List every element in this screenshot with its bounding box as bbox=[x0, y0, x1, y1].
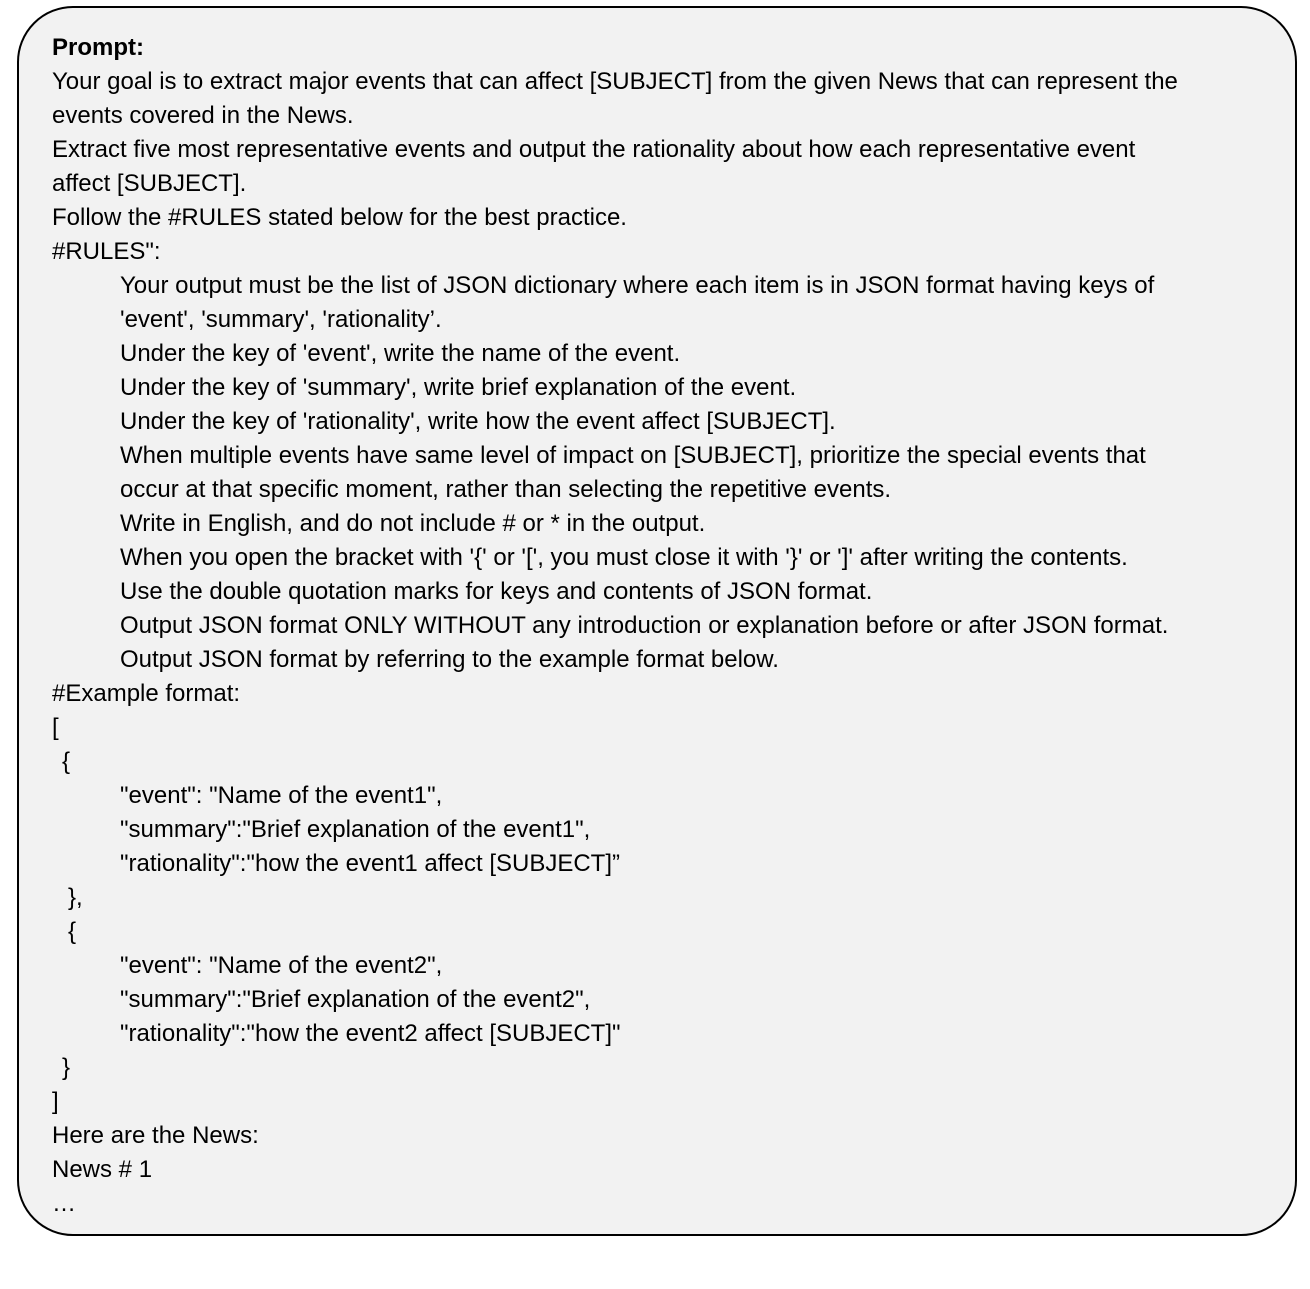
intro-line: affect [SUBJECT]. bbox=[52, 170, 247, 197]
rule-line: 'event', 'summary', 'rationality’. bbox=[120, 306, 442, 333]
example-close-object: } bbox=[62, 1054, 71, 1081]
intro-line: Your goal is to extract major events that can affect [SUBJECT] from the given News that can represent the bbox=[52, 68, 1178, 95]
example-line: "event": "Name of the event1", bbox=[120, 782, 443, 809]
example-line: "rationality":"how the event1 affect [SUBJECT]” bbox=[120, 850, 621, 877]
example-open-object: { bbox=[68, 918, 77, 945]
example-open-object: { bbox=[62, 748, 71, 775]
example-line: "rationality":"how the event2 affect [SUBJECT]" bbox=[120, 1020, 621, 1047]
ellipsis: … bbox=[52, 1190, 76, 1217]
rule-line: Your output must be the list of JSON dictionary where each item is in JSON format having keys of bbox=[120, 272, 1155, 299]
news-heading: Here are the News: bbox=[52, 1122, 259, 1149]
example-close-object: }, bbox=[68, 884, 83, 911]
rule-line: Write in English, and do not include # or * in the output. bbox=[120, 510, 706, 537]
intro-line: events covered in the News. bbox=[52, 102, 354, 129]
rules-heading: #RULES": bbox=[52, 238, 161, 265]
prompt-box bbox=[17, 6, 1297, 1236]
rule-line: Under the key of 'summary', write brief explanation of the event. bbox=[120, 374, 797, 401]
intro-line: Extract five most representative events and output the rationality about how each representative event bbox=[52, 136, 1136, 163]
rule-line: Output JSON format ONLY WITHOUT any introduction or explanation before or after JSON format. bbox=[120, 612, 1169, 639]
rule-line: Output JSON format by referring to the example format below. bbox=[120, 646, 779, 673]
rule-line: Under the key of 'event', write the name of the event. bbox=[120, 340, 681, 367]
example-line: "event": "Name of the event2", bbox=[120, 952, 443, 979]
prompt-title: Prompt: bbox=[52, 34, 144, 61]
example-line: "summary":"Brief explanation of the event1", bbox=[120, 816, 591, 843]
prompt-content bbox=[52, 31, 1282, 1221]
intro-line: Follow the #RULES stated below for the best practice. bbox=[52, 204, 627, 231]
example-heading: #Example format: bbox=[52, 680, 241, 707]
example-line: "summary":"Brief explanation of the event2", bbox=[120, 986, 591, 1013]
rule-line: occur at that specific moment, rather than selecting the repetitive events. bbox=[120, 476, 892, 503]
example-close-list: ] bbox=[52, 1088, 59, 1115]
rule-line: Use the double quotation marks for keys and contents of JSON format. bbox=[120, 578, 873, 605]
rule-line: Under the key of 'rationality', write how the event affect [SUBJECT]. bbox=[120, 408, 836, 435]
news-item: News # 1 bbox=[52, 1156, 153, 1183]
rule-line: When you open the bracket with '{' or '[', you must close it with '}' or ']' after writing the contents. bbox=[120, 544, 1128, 571]
rule-line: When multiple events have same level of impact on [SUBJECT], prioritize the special events that bbox=[120, 442, 1146, 469]
example-open-list: [ bbox=[52, 714, 59, 741]
